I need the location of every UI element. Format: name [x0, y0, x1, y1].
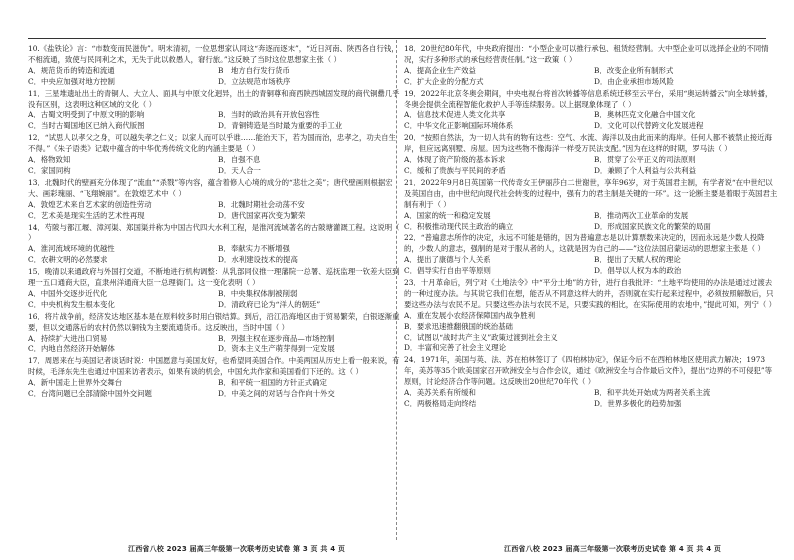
question-options	[28, 378, 402, 400]
question-options	[404, 66, 778, 88]
answer-option: D．丰富和完善了社会主义理论	[404, 343, 507, 353]
answer-option: A．淮河流域环境的优越性	[28, 244, 115, 254]
answer-option: A．提高企业生产效益	[404, 65, 476, 75]
question-item	[404, 178, 778, 233]
question-stem: 13．北魏时代的壁画充分体现了“流血”“杀戮”等内容，蕴含着修人心境的成分的“悲壮之美”；唐代壁画则根据宏大、画彩瑰丽、“飞翔婉丽”。在敦煌艺术中（ ）	[28, 177, 393, 198]
left-column	[28, 44, 402, 401]
answer-option: A．信息技术促进人类文化共享	[404, 110, 506, 120]
answer-option: B．奉献实力不断增强	[218, 244, 290, 254]
question-item	[404, 44, 778, 88]
question-stem: 19．2022年北京冬奥会期间，中央电视台将首次转播等信息系统迁移至云平台，采用“奥运转播云”向全球转播，冬奥会提供全流程智能化救护人手等连续服务。以上据现象体现了（ ）	[404, 88, 773, 109]
answer-option: B．提出了天赋人权的理论	[594, 255, 681, 265]
question-options	[28, 155, 402, 177]
question-stem: 23．十月革命后，列宁对《土地法令》中“平分土地”的方针，进行自我批评：“土地平均使用的办法是通过过渡去的一种过度办法。与其说它我们在想，能否从不同意这样大的并，否则就在实行起来过程中，必须按照解散后，只要这些办法与农民不足。只要这些办法与农民不足，只要实践的相比，在实际使用的农地中，”提此可知，列宁（ ）	[404, 278, 776, 309]
answer-option: A．敦煌艺术来自艺术家的创造性劳动	[28, 199, 152, 209]
answer-option: C．两极格局走向终结	[404, 399, 477, 408]
question-stem: 10.《盐铁论》言：“市数变而民滋伪”。明末清初，一位思想家认同这“奔逐而逐末”，“近日河南、陕西各自行钱，不相流通，致使与民同利之术，无失于此以救愚人，窘行旅。”这反映了当时这位思想家主张（ ）	[28, 44, 399, 64]
question-item	[28, 44, 402, 88]
answer-option: B．北魏时期社会动荡不安	[218, 199, 305, 209]
answer-option: C．内地自然经济开始解体	[28, 344, 115, 354]
question-item	[28, 312, 402, 356]
question-item	[404, 89, 778, 133]
answer-option: C．农耕文明的必然要求	[28, 255, 108, 265]
question-stem: 16．将片战争前，经济发达地区基本是在原料较多时用白银结算。到后，沿江沿海地区由于贸易繁荣，白银逐渐重要，但以交通落后的农村仍然以铜钱为主要流通货币。这反映出，当时中国（ ）	[28, 311, 400, 332]
footer-right: 江西省八校 2023 届高三年级第一次联考历史试卷 第 4 页 共 4 页	[504, 545, 722, 553]
answer-option: A．规范货币的铸造和流通	[28, 65, 115, 75]
answer-option: C．艺术美是现实生活的艺术性再现	[28, 210, 145, 220]
answer-option: D．唐代国家再次变为繁荣	[218, 210, 306, 220]
answer-option: C．中华文化正影响国际环境体系	[404, 121, 514, 131]
question-item	[404, 133, 778, 177]
question-stem: 15．晚清以来通政府与外国打交道，不断地进行机构调整：从乳部同仪推一理藩院一总署、巡抚监理一钦差大臣到理一五口通商大臣，直隶州洋通商大臣一总理衙门。这一变化表明（ ）	[28, 267, 400, 288]
answer-option: D．倡导以人权为本的政治	[594, 266, 682, 276]
answer-option: D．由企业承担市场风险	[594, 76, 674, 86]
answer-option: B．和平统一祖国的方针正式确定	[218, 378, 327, 388]
answer-option: D．水利建设技术的提高	[218, 255, 298, 265]
question-stem: 21．2022年9月8日英国第一代传奇女王伊丽莎白二世谢世，享年96岁，对于英国君主制，有学者说“在中世纪以及英国自由，由中世纪向现代社会转变的过程中，强有力的君主制是关键的一环”。这一论断主要是着眼于英国君主制有利于（ ）	[404, 177, 778, 209]
question-stem: 11．三星堆遗址出土的青铜人、大立人、面具与中原文化迥异，出土的青铜尊和商西陕西城固发现的商代铜罍几乎没有区别，这表明这种区域的文化（ ）	[28, 88, 400, 109]
question-stem: 14．芍陂与都江堰、漳河渠、郑国渠并称为中国古代四大水利工程，是淮河流域著名的古陂塘灌溉工程。这说明（ ）	[28, 222, 400, 243]
question-item	[28, 133, 402, 177]
question-options	[404, 211, 778, 233]
question-item	[28, 223, 402, 267]
answer-option: C．中央机构发生根本变化	[28, 299, 115, 309]
answer-option: C．缓和了贵族与平民间的矛盾	[404, 165, 506, 175]
question-item	[28, 178, 402, 222]
question-item	[28, 267, 402, 311]
answer-option: B．贯穿了公平正义的司法原则	[594, 155, 696, 165]
answer-option: D．青铜铸造是当时最为重要的手工业	[218, 121, 343, 131]
question-stem: 22．“普遍意志所作的决定，永远不可能是错的，因为普遍意志是以计算票数来决定的，因而永远是少数人投降的，少数人的意志，强制的是对于服从者的人，这就是因为自己的——”这位法国启蒙运动的思想家主张是（ ）	[404, 233, 765, 254]
answer-option: B．中央集权体制被削弱	[218, 288, 298, 298]
question-options	[404, 110, 778, 132]
answer-option: D．兼顾了个人利益与公共利益	[594, 165, 697, 175]
answer-option: A．重在发展小农经济保障国内战争胜利	[404, 310, 535, 320]
question-options	[28, 200, 402, 222]
answer-option: A．国家的统一和稳定发展	[404, 210, 491, 220]
question-stem: 18．20世纪80年代，中央政府提出：“小型企业可以推行承包、租赁经营制。大中型企业可以选择企业的不同情况，实行多种形式的承包经营责任制。”这一政策（ ）	[404, 44, 769, 64]
question-options	[28, 66, 402, 88]
answer-option: D．中美之间的对话与合作向十外交	[218, 389, 335, 399]
answer-option: D．文化可以代替跨文化发展进程	[594, 121, 704, 131]
answer-option: C．积极推动现代民主政治的确立	[404, 221, 514, 231]
question-item	[28, 89, 402, 133]
answer-option: B．和平共处开始成为两者关系主流	[594, 388, 711, 398]
answer-option: A．美苏关系有所缓和	[404, 388, 476, 398]
question-stem: 17．周恩来在与美国记者谈话时说：中国愿意与美国友好，也希望同美国合作。中美两国从历史上看一般来说，有时候，毛泽东先生也通过中国来访者表示，如果有谈的机会，中国允共作家和美国看们下还的。这（ ）	[28, 356, 400, 377]
answer-option: C．家国同构	[28, 165, 71, 175]
answer-option: B．列强主权在逐步商品—市场控制	[218, 333, 335, 343]
answer-option: C．试图以“战时共产主义”政策过渡到社会主义	[404, 332, 558, 342]
answer-option: B．推动两次工业革命的发展	[594, 210, 689, 220]
question-options	[28, 110, 402, 132]
answer-option: D．天人合一	[218, 165, 261, 175]
answer-option: A．持续扩大进出口贸易	[28, 333, 108, 343]
answer-option: A．格物致知	[28, 155, 71, 165]
answer-option: B．自强不息	[218, 155, 261, 165]
question-item	[404, 233, 778, 277]
question-options	[28, 244, 402, 266]
top-rule	[28, 38, 766, 39]
question-options	[404, 155, 778, 177]
answer-option: B．当时的政治具有开放包容性	[218, 110, 320, 120]
answer-option: D．世界多极化的趋势加强	[594, 399, 682, 408]
question-options	[404, 311, 778, 355]
answer-option: D．资本主义生产萌芽得到一定发展	[218, 344, 335, 354]
answer-option: C．当时古蜀国地区已纳入商代版图	[28, 121, 145, 131]
answer-option: A．新中国走上世界外交舞台	[28, 378, 123, 388]
question-stem: 24．1971年，美国与英、法、苏在柏林签订了《四柏林协定》，保证今后不在西柏林地区使用武力解决；1973年，美苏等35个欧美国家召开欧洲安全与合作会议，通过《欧洲安全与合作最后文件》，提出“边界的不可侵犯”等原则，讨论经济合作等问题。这反映出20世纪70年代（ ）	[404, 355, 773, 387]
answer-option: B．改变企业所有制形式	[594, 65, 674, 75]
question-options	[404, 255, 778, 277]
question-options	[404, 388, 778, 410]
answer-option: A．提出了康德与个人关系	[404, 255, 491, 265]
question-options	[28, 334, 402, 356]
answer-option: A．中国外交逐步近代化	[28, 288, 108, 298]
answer-option: B 地方自行发行货币	[218, 65, 290, 75]
question-stem: 12．“试思人以孝父之身，可以越失孝之仁义；以家人而可以乎谁……能治天下，若为国而治，忠孝之，功夫自生不得。”《朱子语类》记载中蕴含的中华优秀传统文化的内涵主要是（ ）	[28, 133, 396, 154]
question-stem: 20．“按照自然法，为一切人共有的物有这些：空气、水流、海洋以及由此而来的海岸。任何人都不被禁止接近海岸，但应远离别墅、房屋。因为这些物不像海洋一样受万民法支配。”因为在这样的时期，罗马法（ ）	[404, 133, 772, 154]
answer-option: C．倡导实行自由平等原则	[404, 266, 491, 276]
answer-option: B．奥林匹克文化融合中国文化	[594, 110, 696, 120]
question-item	[404, 355, 778, 410]
answer-option: A．古蜀文明受到了中原文明的影响	[28, 110, 145, 120]
answer-option: B．要求迅速推翻俄国的统治基础	[404, 321, 513, 331]
question-options	[28, 289, 402, 311]
answer-option: D．立法规范市场秩序	[218, 76, 291, 86]
answer-option: C．中央应加强对地方控制	[28, 76, 115, 86]
answer-option: C．扩大企业的分配方式	[404, 76, 484, 86]
question-item	[404, 278, 778, 354]
question-item	[28, 356, 402, 400]
right-column	[404, 44, 778, 411]
answer-option: C．台湾问题已全部清除中国外交问题	[28, 389, 152, 399]
answer-option: A．体现了资产阶级的基本诉求	[404, 155, 506, 165]
answer-option: D．清政府已论为“洋人的朝廷”	[218, 299, 321, 309]
answer-option: D．形成国家民族文化的繁荣的局面	[594, 221, 711, 231]
footer-left: 江西省八校 2023 届高三年级第一次联考历史试卷 第 3 页 共 4 页	[128, 545, 346, 553]
